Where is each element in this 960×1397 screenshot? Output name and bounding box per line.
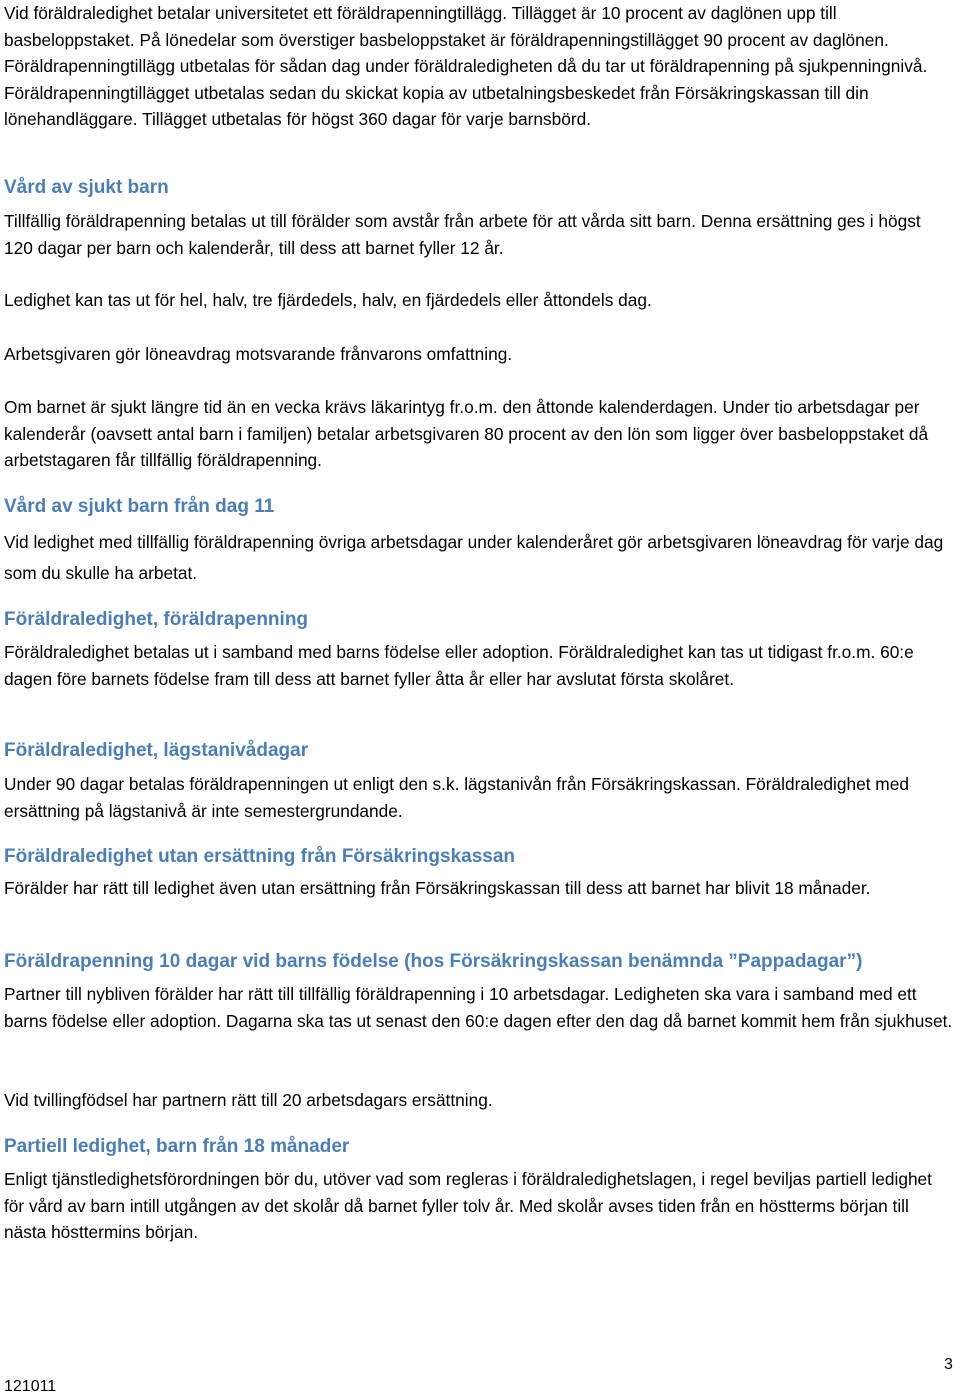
section-heading: Vård av sjukt barn: [4, 177, 169, 198]
section-heading: Vård av sjukt barn från dag 11: [4, 496, 275, 517]
section-heading: Föräldrapenning 10 dagar vid barns födelse (hos Försäkringskassan benämnda ”Pappadagar”): [4, 951, 863, 972]
paragraph: Arbetsgivaren gör löneavdrag motsvarande frånvarons omfattning.: [4, 344, 513, 364]
paragraph: Partner till nybliven förälder har rätt till tillfällig föräldrapenning i 10 arbetsdagar. Ledigheten ska vara i samband med ett barns födelse eller adoption. Dagarna ska tas ut senast den 60:e dagen efter den dag då barnet kommit hem från sjukhuset.: [4, 984, 953, 1031]
section-heading: Föräldraledighet, lägstanivådagar: [4, 740, 309, 761]
page-number: 3: [944, 1356, 953, 1373]
paragraph: Föräldraledighet betalas ut i samband med barns födelse eller adoption. Föräldraledighet kan tas ut tidigast fr.o.m. 60:e dagen före barnets födelse fram till dess att barnet fyller åtta år eller har avslutat första skolåret.: [4, 642, 914, 689]
paragraph: Enligt tjänstledighetsförordningen bör du, utöver vad som regleras i föräldraledighetslagen, i regel beviljas partiell ledighet för vård av barn intill utgången av det skolår då barnet fyller tolv år. Med skolår avses tiden från en höstterms början till nästa hösttermins början.: [4, 1169, 932, 1243]
section-heading: Föräldraledighet, föräldrapenning: [4, 609, 309, 630]
intro-paragraph: Vid föräldraledighet betalar universitetet ett föräldrapenningtillägg. Tillägget är 10 procent av daglönen upp till basbeloppstaket. På lönedelar som överstiger basbeloppstaket är föräldrapenningstillägget 90 procent av daglönen. Föräldrapenningtillägg utbetalas för sådan dag under föräldraledigheten då du tar ut föräldrapenning på sjukpenningnivå. Föräldrapenningtillägget utbetalas sedan du skickat kopia av utbetalningsbeskedet från Försäkringskassan till din lönehandläggare. Tillägget utbetalas för högst 360 dagar för varje barnsbörd.: [4, 3, 928, 130]
paragraph: Tillfällig föräldrapenning betalas ut till förälder som avstår från arbete för att vårda sitt barn. Denna ersättning ges i högst 120 dagar per barn och kalenderår, till dess att barnet fyller 12 år.: [4, 211, 921, 258]
section-heading: Partiell ledighet, barn från 18 månader: [4, 1136, 350, 1157]
paragraph: Om barnet är sjukt längre tid än en vecka krävs läkarintyg fr.o.m. den åttonde kalenderdagen. Under tio arbetsdagar per kalenderår (oavsett antal barn i familjen) betalar arbetsgivaren 80 procent av den lön som ligger över basbeloppstaket då arbetstagaren får tillfällig föräldrapenning.: [4, 397, 929, 471]
paragraph: Förälder har rätt till ledighet även utan ersättning från Försäkringskassan till dess att barnet har blivit 18 månader.: [4, 878, 871, 898]
paragraph: Under 90 dagar betalas föräldrapenningen ut enligt den s.k. lägstanivån från Försäkringskassan. Föräldraledighet med ersättning på lägstanivå är inte semestergrundande.: [4, 774, 909, 821]
document-id: 121011: [4, 1378, 57, 1395]
paragraph: Vid ledighet med tillfällig föräldrapenning övriga arbetsdagar under kalenderåret gör arbetsgivaren löneavdrag för varje dag som du skulle ha arbetat.: [4, 532, 944, 583]
section-heading: Föräldraledighet utan ersättning från Försäkringskassan: [4, 846, 516, 867]
paragraph: Vid tvillingfödsel har partnern rätt till 20 arbetsdagars ersättning.: [4, 1090, 493, 1110]
paragraph: Ledighet kan tas ut för hel, halv, tre fjärdedels, halv, en fjärdedels eller åttondels dag.: [4, 290, 652, 310]
